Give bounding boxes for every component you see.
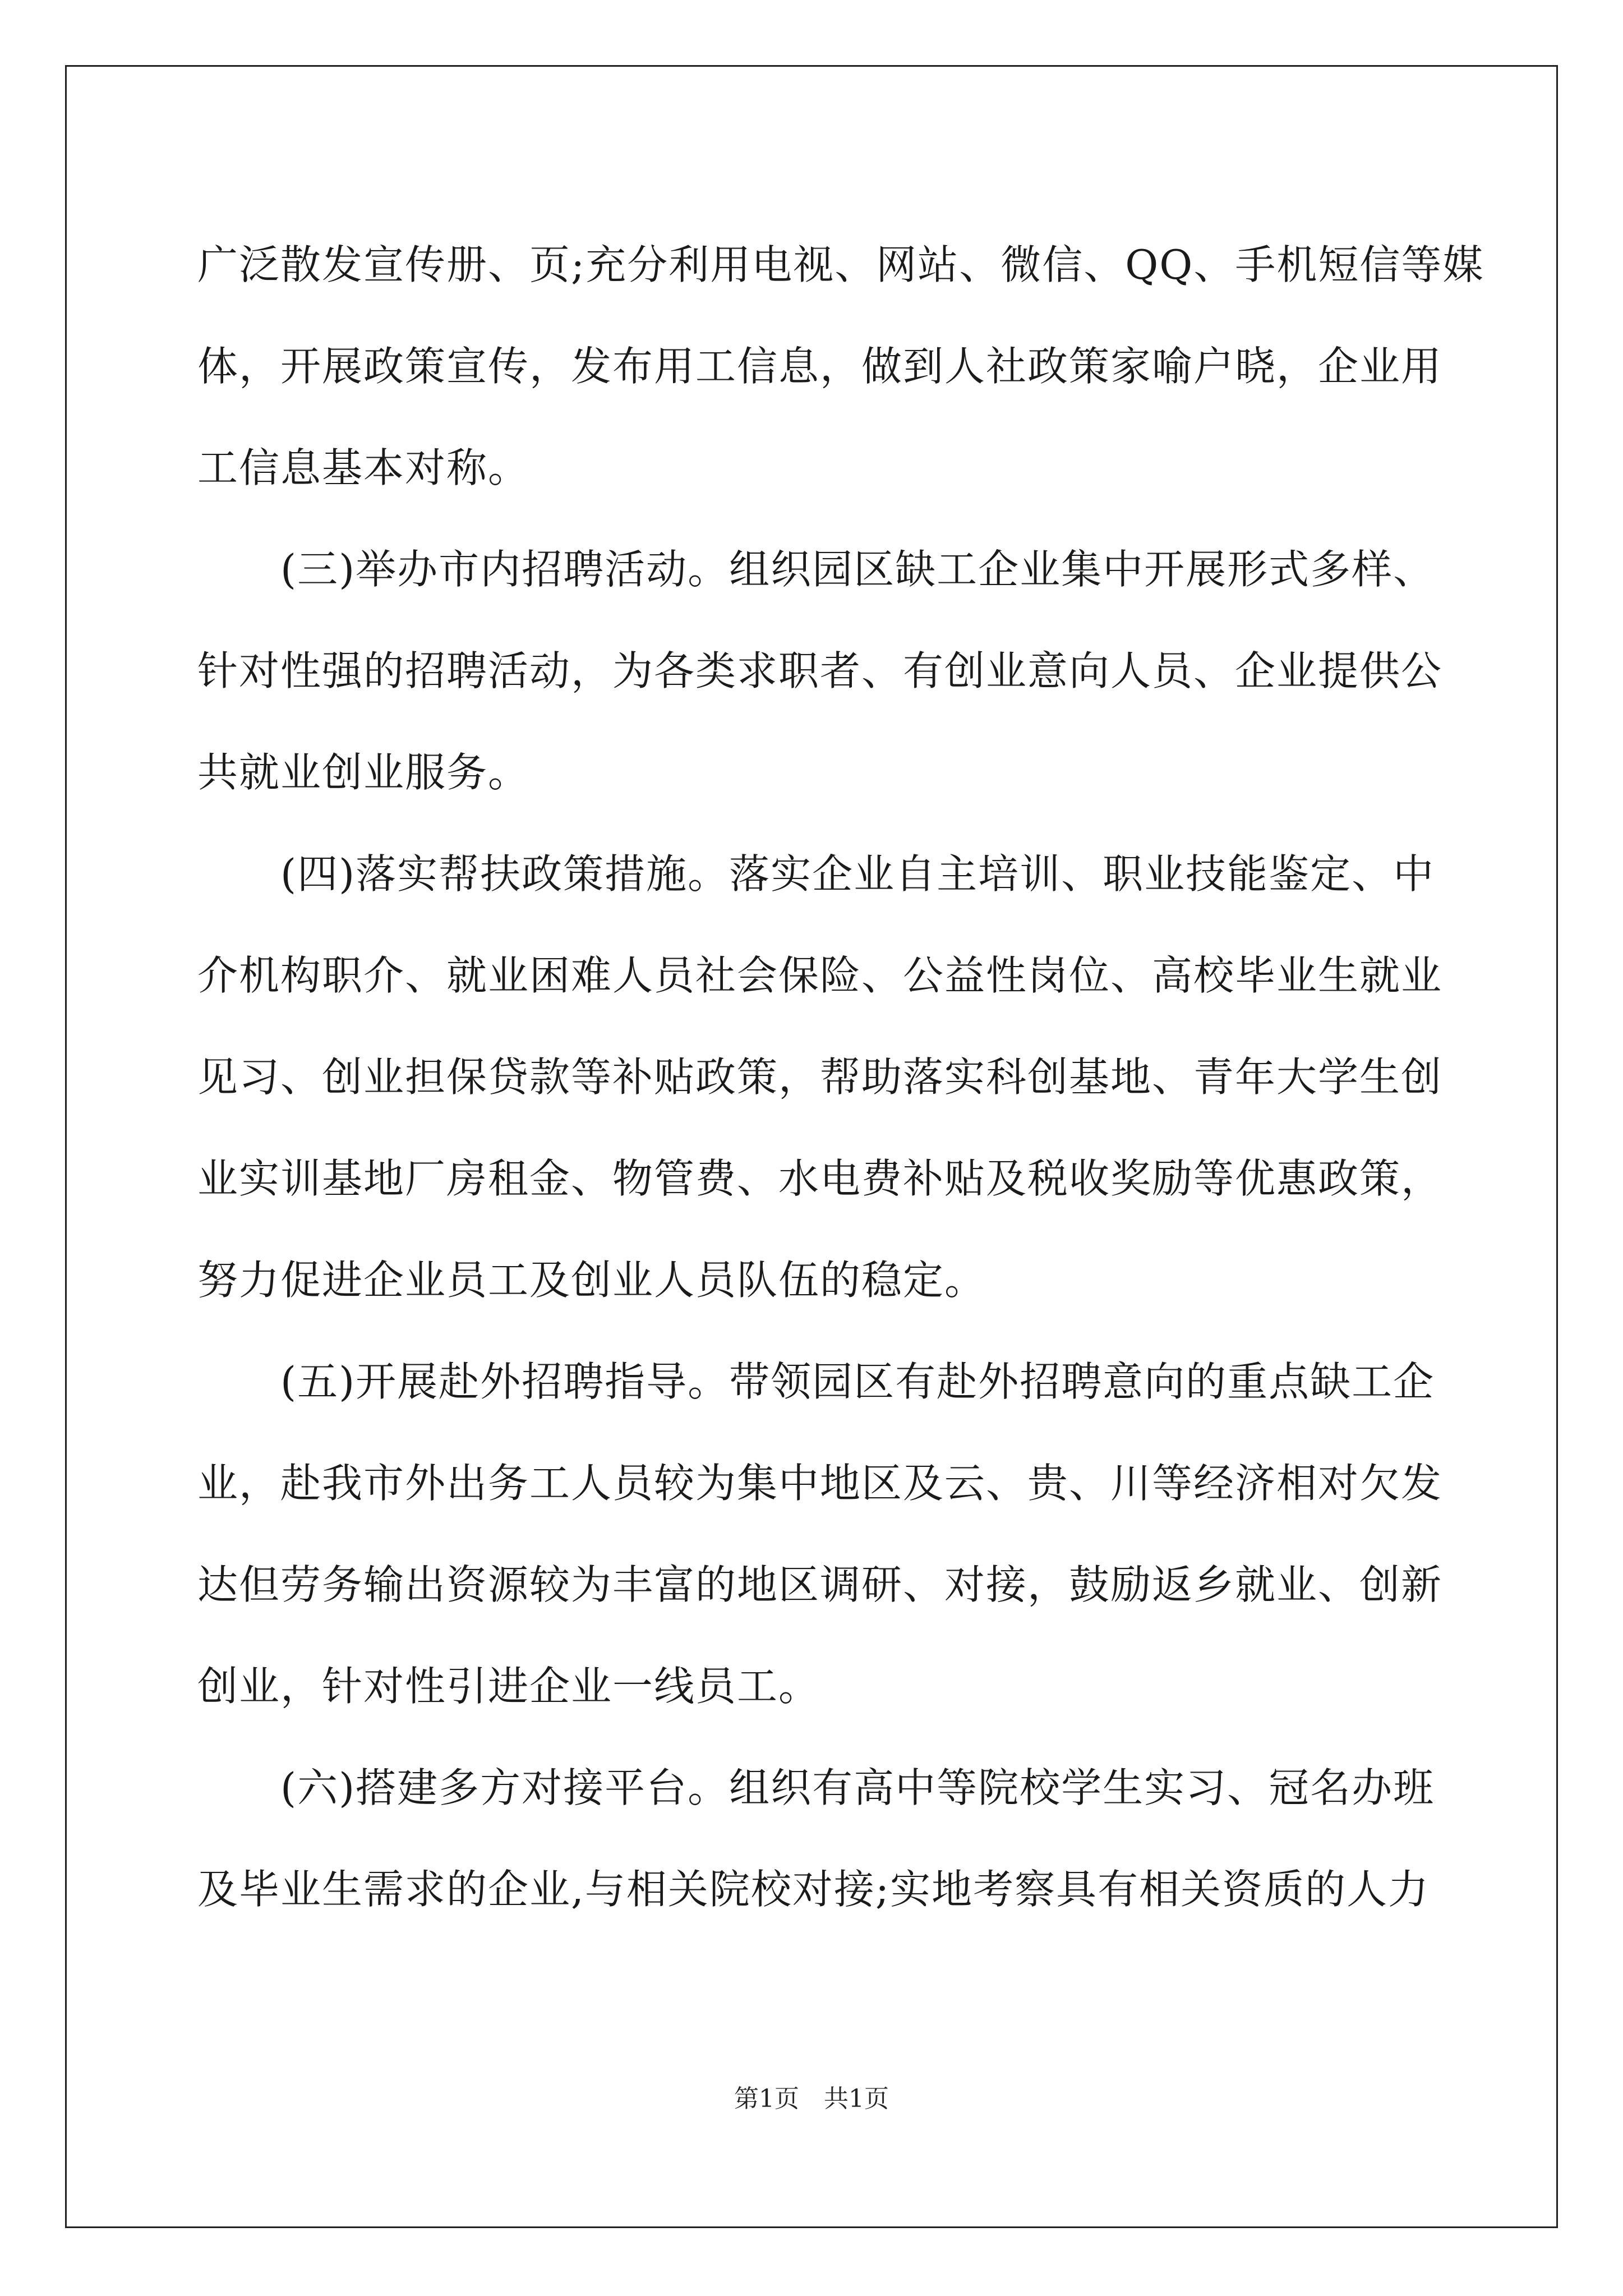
document-body	[197, 214, 1484, 1940]
text-line: 工信息基本对称。	[197, 444, 530, 491]
text-line: 达但劳务输出资源较为丰富的地区调研、对接，鼓励返乡就业、创新	[197, 1561, 1443, 1608]
text-line: (四)落实帮扶政策措施。落实企业自主培训、职业技能鉴定、中	[197, 850, 1435, 898]
text-line: 共就业创业服务。	[197, 749, 530, 796]
text-line: 体，开展政策宣传，发布用工信息，做到人社政策家喻户晓，企业用	[197, 343, 1443, 390]
text-line: 广泛散发宣传册、页;充分利用电视、网站、微信、QQ、手机短信等媒	[197, 241, 1484, 288]
text-line: 业实训基地厂房租金、物管费、水电费补贴及税收奖励等优惠政策，	[197, 1155, 1443, 1202]
text-line: 见习、创业担保贷款等补贴政策，帮助落实科创基地、青年大学生创	[197, 1053, 1443, 1101]
text-line: 努力促进企业员工及创业人员队伍的稳定。	[197, 1257, 986, 1304]
text-line: (三)举办市内招聘活动。组织园区缺工企业集中开展形式多样、	[197, 546, 1435, 593]
text-line: 及毕业生需求的企业,与相关院校对接;实地考察具有相关资质的人力	[197, 1866, 1430, 1913]
text-line: (六)搭建多方对接平台。组织有高中等院校学生实习、冠名办班	[197, 1764, 1435, 1811]
text-line: 针对性强的招聘活动，为各类求职者、有创业意向人员、企业提供公	[197, 647, 1443, 694]
text-line: 业，赴我市外出务工人员较为集中地区及云、贵、川等经济相对欠发	[197, 1460, 1443, 1507]
text-line: (五)开展赴外招聘指导。带领园区有赴外招聘意向的重点缺工企	[197, 1358, 1435, 1405]
text-line: 创业，针对性引进企业一线员工。	[197, 1663, 820, 1710]
text-line: 介机构职介、就业困难人员社会保险、公益性岗位、高校毕业生就业	[197, 952, 1443, 999]
page-number-footer: 第1页 共1页	[734, 2085, 889, 2113]
